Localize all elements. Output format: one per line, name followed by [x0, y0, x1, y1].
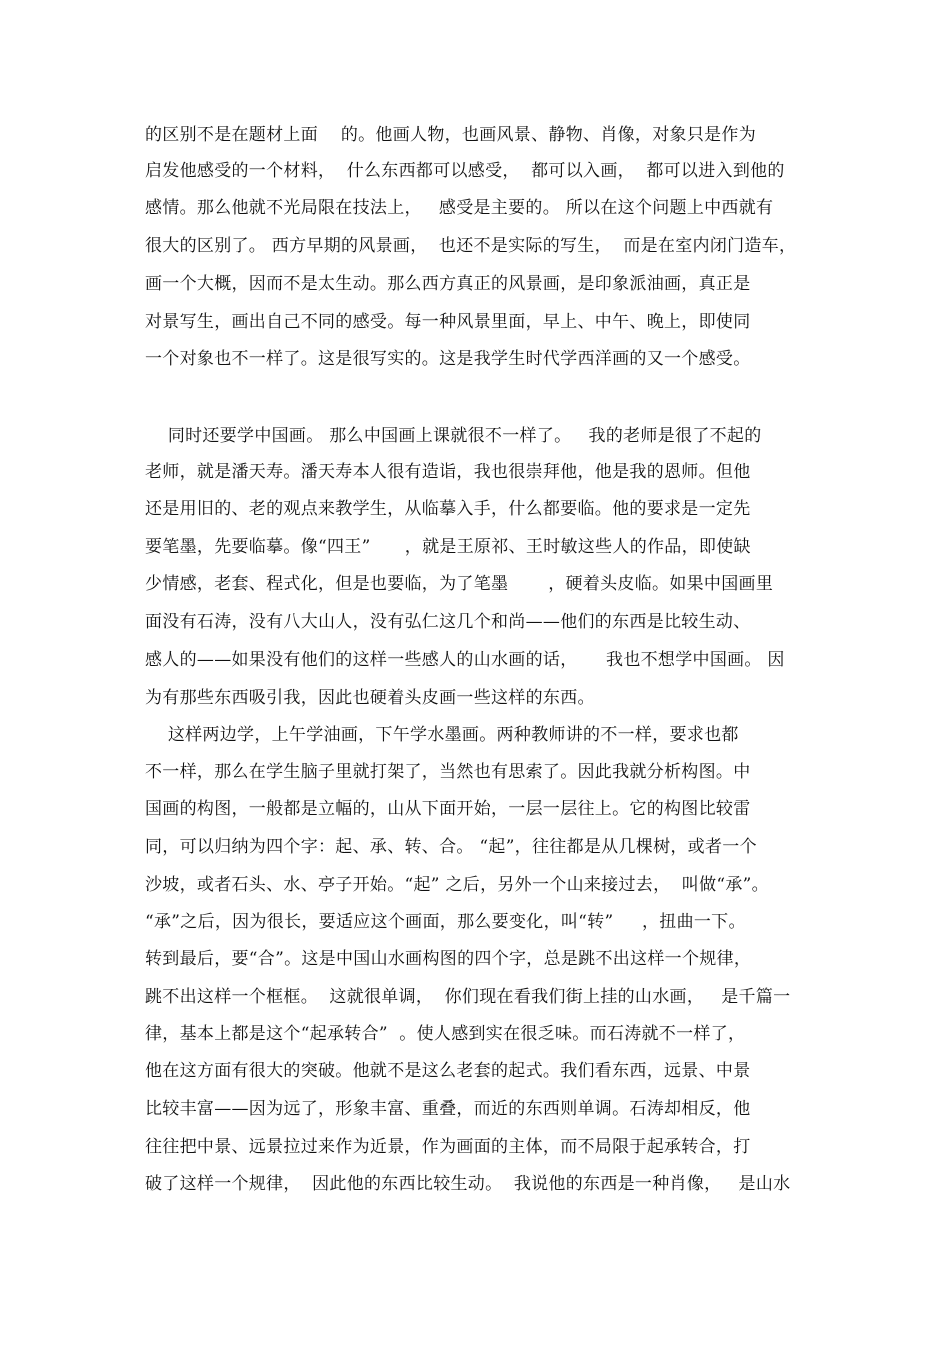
text-line: 感情。那么他就不光局限在技法上， 感受是主要的。 所以在这个问题上中西就有 — [145, 198, 774, 218]
text-line: 面没有石涛，没有八大山人，没有弘仁这几个和尚——他们的东西是比较生动、 — [145, 612, 751, 632]
text-line: 比较丰富——因为远了，形象丰富、重叠，而近的东西则单调。石涛却相反，他 — [145, 1099, 751, 1119]
text-line: 国画的构图，一般都是立幅的，山从下面开始，一层一层往上。它的构图比较雷 — [145, 799, 751, 819]
text-line: 律，基本上都是这个“起承转合” 。使人感到实在很乏味。而石涛就不一样了， — [145, 1024, 746, 1044]
text-line: 老师，就是潘天寿。潘天寿本人很有造诣，我也很崇拜他，他是我的恩师。但他 — [145, 462, 751, 482]
text-line: 往往把中景、远景拉过来作为近景，作为画面的主体，而不局限于起承转合，打 — [145, 1137, 751, 1157]
text-line: 转到最后，要“合”。这是中国山水画构图的四个字，总是跳不出这样一个规律， — [145, 949, 752, 969]
text-line: 不一样，那么在学生脑子里就打架了，当然也有思索了。因此我就分析构图。中 — [145, 762, 751, 782]
text-line: 画一个大概，因而不是太生动。那么西方真正的风景画，是印象派油画，真正是 — [145, 274, 751, 294]
text-line: 感人的——如果没有他们的这样一些感人的山水画的话， 我也不想学中国画。 因 — [145, 650, 785, 670]
text-line: 少情感，老套、程式化，但是也要临，为了笔墨 ，硬着头皮临。如果中国画里 — [145, 574, 774, 594]
text-line: 的区别不是在题材上面 的。他画人物，也画风景、静物、肖像，对象只是作为 — [145, 125, 757, 145]
text-line: 对景写生，画出自己不同的感受。每一种风景里面，早上、中午、晚上，即使同 — [145, 312, 751, 332]
text-line: 这样两边学，上午学油画，下午学水墨画。两种教师讲的不一样，要求也都 — [145, 725, 739, 745]
text-line: 为有那些东西吸引我，因此也硬着头皮画一些这样的东西。 — [145, 688, 595, 708]
text-line: 沙坡，或者石头、水、亭子开始。“起” 之后，另外一个山来接过去， 叫做“承”。 — [145, 875, 769, 895]
text-line: 跳不出这样一个框框。 这就很单调， 你们现在看我们街上挂的山水画， 是千篇一 — [145, 987, 791, 1007]
text-line: 要笔墨，先要临摹。像“四王” ，就是王原祁、王时敏这些人的作品，即使缺 — [145, 537, 751, 557]
text-line: 破了这样一个规律， 因此他的东西比较生动。 我说他的东西是一种肖像， 是山水 — [145, 1174, 791, 1194]
text-line: 同，可以归纳为四个字：起、承、转、合。 “起”，往往都是从几棵树，或者一个 — [145, 837, 757, 857]
text-line: 还是用旧的、老的观点来教学生，从临摹入手，什么都要临。他的要求是一定先 — [145, 499, 751, 519]
text-line: 启发他感受的一个材料， 什么东西都可以感受， 都可以入画， 都可以进入到他的 — [145, 161, 785, 181]
text-line: 一个对象也不一样了。这是很写实的。这是我学生时代学西洋画的又一个感受。 — [145, 349, 751, 369]
text-line: 他在这方面有很大的突破。他就不是这么老套的起式。我们看东西，远景、中景 — [145, 1061, 751, 1081]
text-line: 同时还要学中国画。 那么中国画上课就很不一样了。 我的老师是很了不起的 — [145, 426, 762, 446]
text-line: “承”之后，因为很长，要适应这个画面，那么要变化，叫“转” ，扭曲一下。 — [145, 912, 746, 932]
text-line: 很大的区别了。 西方早期的风景画， 也还不是实际的写生， 而是在室内闭门造车， — [145, 236, 797, 256]
